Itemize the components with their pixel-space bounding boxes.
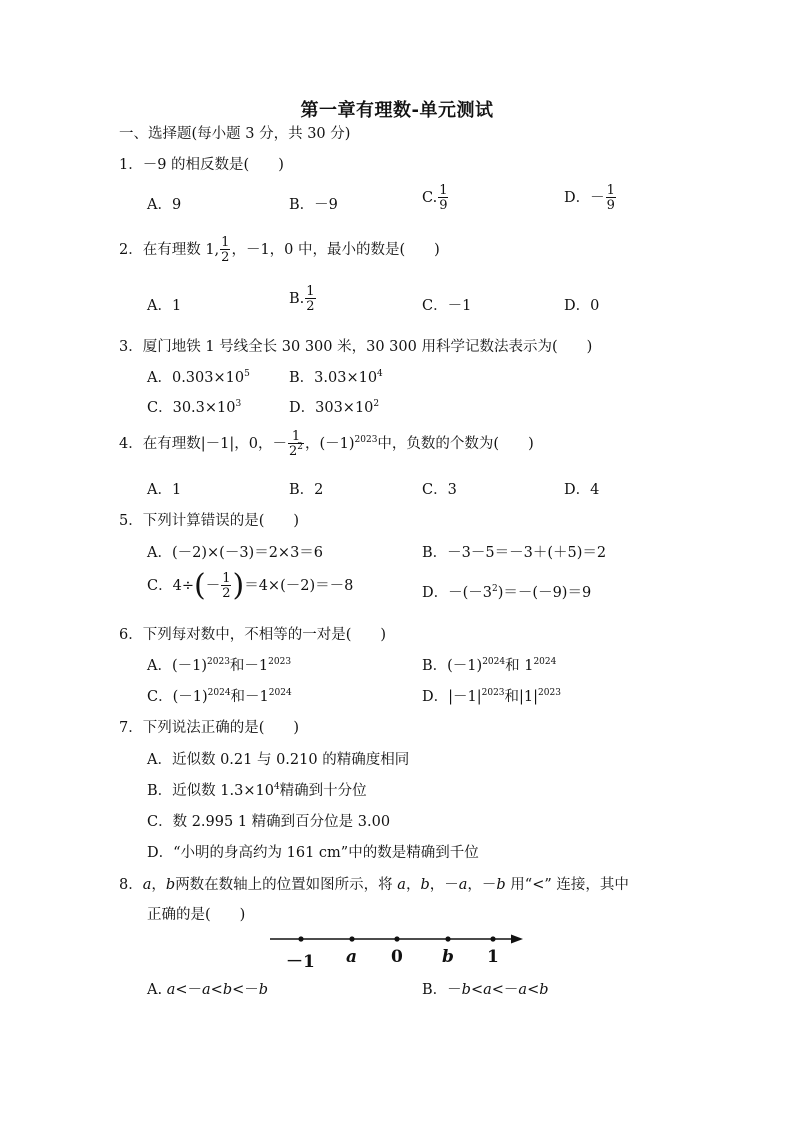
- q5-option-b: B．－3－5＝－3＋(＋5)＝2: [422, 545, 607, 561]
- q7-option-d: D．“小明的身高约为 161 cm”中的数是精确到千位: [147, 845, 479, 861]
- question-7-stem: 7．下列说法正确的是( ): [119, 720, 300, 736]
- axis-label-b: b: [442, 947, 454, 967]
- q4-option-a: A．1: [147, 482, 182, 498]
- tick-zero: [394, 936, 399, 941]
- q4-option-d: D．4: [564, 482, 600, 498]
- axis-label-one: 1: [487, 947, 499, 967]
- q6-option-a: A．$(-1)^{2023}$和$-1^{2023}$: [147, 657, 292, 674]
- section-heading: 一、选择题(每小题 3 分，共 30 分): [119, 126, 351, 142]
- number-line-arrow: [511, 935, 523, 944]
- tick-b: [445, 936, 450, 941]
- q1-d-prefix: D．－: [564, 190, 605, 206]
- q2-option-a: A．1: [147, 298, 182, 314]
- question-6-stem: 6．下列每对数中，不相等的一对是( ): [119, 627, 387, 643]
- q3-option-d: D．$303\times 10^2$: [289, 399, 380, 416]
- page-title: 第一章有理数-单元测试: [300, 100, 494, 121]
- q8-option-a: A. a<－a<b<－b: [147, 982, 269, 998]
- q2-option-b: B. $\frac{1}{2}$: [289, 284, 315, 314]
- q3-option-b: B．$3.03\times 10^4$: [289, 369, 383, 386]
- q7-option-c: C．数 2.995 1 精确到百分位是 3.00: [147, 814, 391, 830]
- q5-option-d: D．$-(-3^2)=-(-9)=9$: [422, 584, 592, 601]
- tick-one: [490, 936, 495, 941]
- q4-option-c: C．3: [422, 482, 457, 498]
- q1-option-d: [564, 184, 617, 212]
- tick-a: [349, 936, 354, 941]
- q6-option-c: C．$(-1)^{2024}$和$-1^{2024}$: [147, 688, 292, 705]
- q5-option-c: C．4÷(－ $\frac{1}{2}$ )＝4×(－2)＝－8: [147, 568, 354, 603]
- q2-option-c: C．－1: [422, 298, 472, 314]
- question-1-stem: 1．－9 的相反数是( ): [119, 157, 284, 173]
- q5-option-a: A．(－2)×(－3)＝2×3＝6: [147, 545, 324, 561]
- q7-option-a: A．近似数 0.21 与 0.210 的精确度相同: [147, 752, 410, 768]
- axis-label-zero: 0: [391, 947, 403, 967]
- q2-stem-fraction: $\frac{1}{2}$: [221, 235, 230, 265]
- question-2-stem: 2．在有理数 1, $\frac{1}{2}$ ，－1，0 中，最小的数是( ): [119, 235, 440, 265]
- q2-option-d: D．0: [564, 298, 600, 314]
- q6-option-d: D．$|-1|^{2023}$和$|1|^{2023}$: [422, 688, 561, 705]
- q5-c-fraction: $\frac{1}{2}$: [222, 571, 231, 601]
- q2-b-fraction: $\frac{1}{2}$: [306, 284, 315, 314]
- q1-option-a: A．9: [147, 197, 182, 213]
- tick-minus-one: [298, 936, 303, 941]
- q6-option-b: B．$(-1)^{2024}$和 $1^{2024}$: [422, 657, 557, 674]
- q1-c-fraction: $\frac{1}{9}$: [439, 183, 448, 213]
- q7-option-b: B．近似数 $1.3\times 10^4$精确到十分位: [147, 782, 367, 799]
- q4-stem-fraction: $\frac{1}{2^2}$: [288, 429, 303, 459]
- q1-c-prefix: C.: [422, 190, 438, 206]
- q3-option-a: A．$0.303\times 10^5$: [147, 369, 250, 386]
- axis-label-a: a: [346, 947, 358, 967]
- q4-option-b: B．2: [289, 482, 324, 498]
- q1-option-b: B．－9: [289, 197, 338, 213]
- question-8-stem-line1: 8．a，b两数在数轴上的位置如图所示，将 a，b，－a，－b 用“<” 连接，其中: [119, 877, 629, 893]
- question-5-stem: 5．下列计算错误的是( ): [119, 513, 300, 529]
- question-3-stem: 3．厦门地铁 1 号线全长 30 300 米，30 300 用科学记数法表示为( ): [119, 339, 593, 355]
- q1-d-fraction: $\frac{1}{9}$: [606, 183, 615, 213]
- axis-label-minus-one: －1: [286, 952, 315, 972]
- q1-option-c: [422, 184, 449, 212]
- q3-option-c: C．$30.3\times 10^3$: [147, 399, 242, 416]
- q8-option-b: B．－b<a<－a<b: [422, 982, 549, 998]
- question-8-stem-line2: 正确的是( ): [147, 907, 246, 923]
- question-4-stem: 4．在有理数|－1|，0，－ $\frac{1}{2^2}$ ，$(-1)^{2023}$中，负数的个数为( ): [119, 429, 534, 459]
